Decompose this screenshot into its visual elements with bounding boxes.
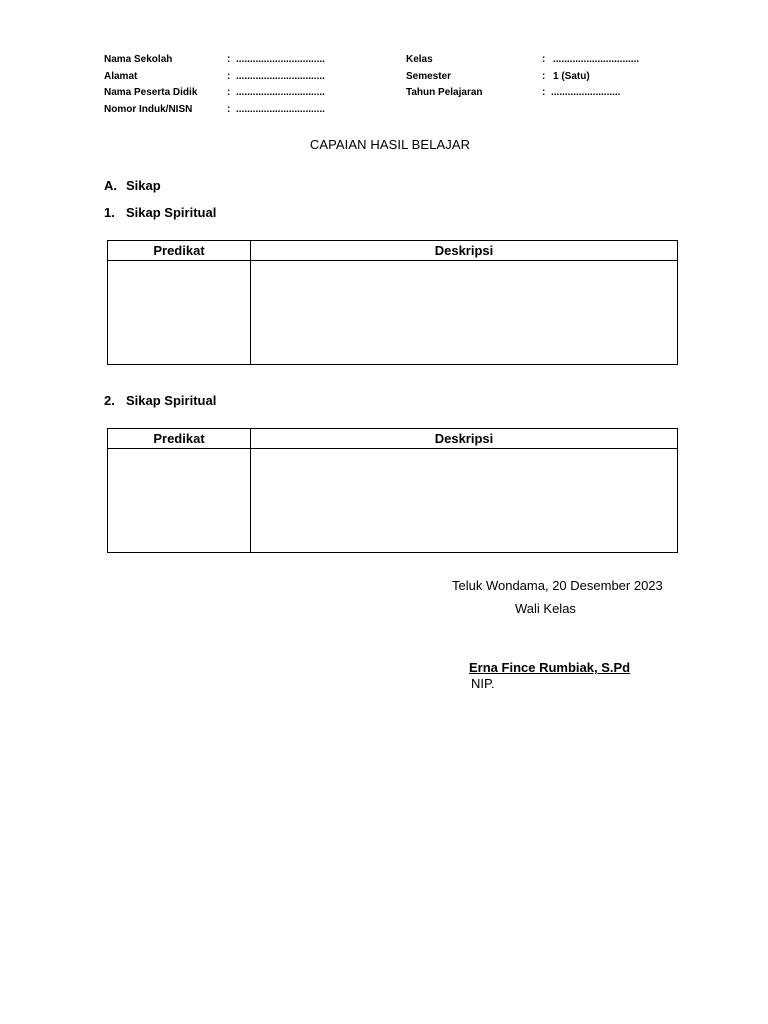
label-tahun-pelajaran: Tahun Pelajaran: [406, 87, 483, 98]
cell-deskripsi: [251, 261, 678, 365]
label-nomor-induk: Nomor Induk/NISN: [104, 104, 193, 115]
value-nama-peserta-didik: ................................: [236, 87, 325, 98]
cell-predikat: [108, 261, 251, 365]
signature-role: Wali Kelas: [515, 601, 576, 616]
colon: :: [542, 87, 546, 98]
label-semester: Semester: [406, 71, 452, 82]
section-a-label: Sikap: [126, 178, 161, 193]
colon: :: [542, 71, 546, 82]
label-kelas: Kelas: [406, 54, 433, 65]
signature-name: Erna Fince Rumbiak, S.Pd: [469, 660, 631, 675]
value-alamat: ................................: [236, 71, 325, 82]
subsection-2-number: 2.: [104, 393, 115, 408]
section-a-heading: [104, 178, 161, 193]
signature-nip: NIP.: [471, 676, 495, 691]
section-a-number: A.: [104, 178, 117, 193]
column-header-deskripsi: Deskripsi: [251, 241, 678, 261]
colon: :: [542, 54, 546, 65]
colon: :: [227, 71, 231, 82]
subsection-1-heading: [104, 205, 216, 220]
sikap-table-2: [107, 428, 678, 553]
label-alamat: Alamat: [104, 71, 138, 82]
column-header-predikat: Predikat: [108, 241, 251, 261]
value-nama-sekolah: ................................: [236, 54, 325, 65]
sikap-table-1: [107, 240, 678, 365]
signature-place-date: Teluk Wondama, 20 Desember 2023: [452, 578, 663, 593]
subsection-1-label: Sikap Spiritual: [126, 205, 217, 220]
label-nama-peserta-didik: Nama Peserta Didik: [104, 87, 198, 98]
colon: :: [227, 104, 231, 115]
column-header-deskripsi: Deskripsi: [251, 429, 678, 449]
page-title: CAPAIAN HASIL BELAJAR: [309, 137, 471, 152]
value-tahun-pelajaran: .........................: [551, 87, 621, 98]
label-nama-sekolah: Nama Sekolah: [104, 54, 173, 65]
colon: :: [227, 87, 231, 98]
subsection-2-heading: [104, 393, 216, 408]
value-nomor-induk: ................................: [236, 104, 325, 115]
colon: :: [227, 54, 231, 65]
cell-predikat: [108, 449, 251, 553]
value-kelas: ...............................: [553, 54, 640, 65]
subsection-1-number: 1.: [104, 205, 115, 220]
value-semester: 1 (Satu): [553, 71, 590, 82]
column-header-predikat: Predikat: [108, 429, 251, 449]
subsection-2-label: Sikap Spiritual: [126, 393, 217, 408]
cell-deskripsi: [251, 449, 678, 553]
